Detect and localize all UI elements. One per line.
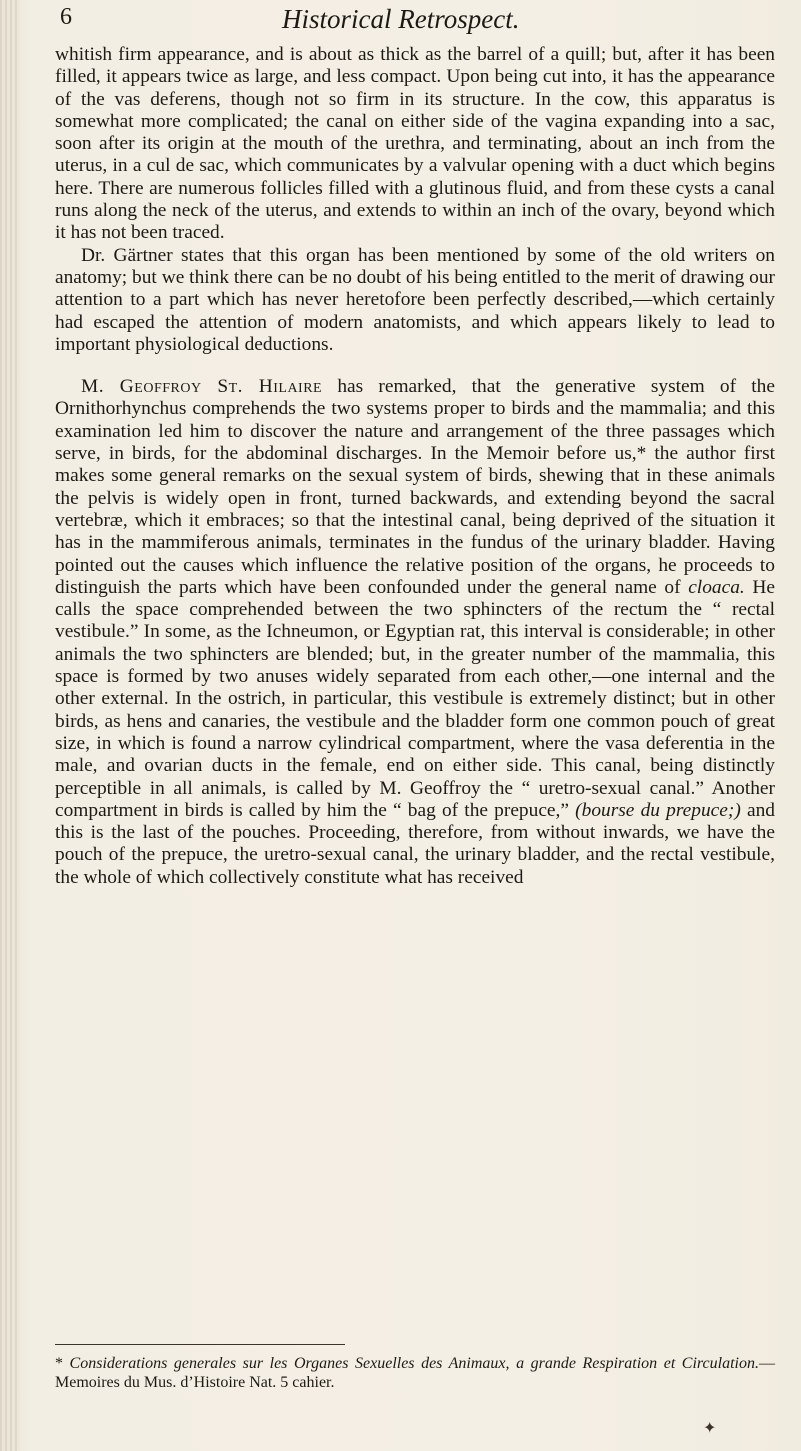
printer-mark-icon: ✦ bbox=[703, 1418, 717, 1437]
page-number: 6 bbox=[60, 4, 72, 30]
paragraph-cow-apparatus: whitish firm appearance, and is about as thick as the barrel of a quill; but, after it has been filled, it appears twice as large, and less compact. Upon being cut into, it has the appearance of the vas deferens, though not so firm in its structure. In the cow, this apparatus is somewhat more complicated; the canal on either side of the vagina expanding into a sac, soon after its origin at the mouth of the urethra, and terminating, about an inch from the uterus, in a cul de sac, which communicates by a valvular opening with a duct which begins here. There are numerous follicles filled with a glutinous fluid, and from these cysts a canal runs along the neck of the uterus, and extends to within an inch of the ovary, beyond which it has not been traced. bbox=[55, 44, 775, 244]
footnote-title: Considerations generales sur les Organes Sexuelles des Animaux, a grande Respiration et Circulation. bbox=[69, 1355, 759, 1372]
running-title: Historical Retrospect. bbox=[282, 4, 520, 34]
paragraph-geoffroy bbox=[55, 376, 775, 889]
page-binding-edge bbox=[0, 0, 20, 1451]
footnote bbox=[55, 1354, 775, 1392]
term-cloaca: cloaca. bbox=[688, 576, 745, 598]
footnote-marker: * bbox=[55, 1355, 63, 1372]
text-run: He calls the space comprehended between the two sphincters of the rectum the “ rectal vestibule.” In some, as the Ichneumon, or Egyptian rat, this interval is considerable; in other animals the two sphincters are blended; but, in the greater number of the mammalia, this space is formed by two anuses widely separated from each other,—one internal and the other external. In the ostrich, in particular, this vestibule is extremely distinct; but in other birds, as hens and canaries, the vestibule and the bladder form one common pouch of great size, in which is found a narrow cylindrical compartment, where the vasa deferentia in the male, and ovarian ducts in the female, end on either side. This canal, being distinctly perceptible in all animals, is called by M. Geoffroy the “ uretro-sexual canal.” Another compartment in birds is called by him the “ bag of the prepuce,” bbox=[55, 576, 776, 821]
term-bourse-du-prepuce: (bourse du prepuce;) bbox=[575, 799, 741, 821]
paragraph-gartner: Dr. Gärtner states that this organ has been mentioned by some of the old writers on anatomy; but we think there can be no doubt of his being entitled to the merit of drawing our attention to a part which has never heretofore been perfectly described,—which certainly had escaped the attention of modern anatomists, and which appears likely to lead to important physiological deductions. bbox=[55, 244, 775, 355]
page-header bbox=[60, 4, 760, 44]
author-name: M. Geoffroy St. Hilaire bbox=[81, 376, 323, 398]
text-run: has remarked, that the generative system of the Ornithorhynchus comprehends the two systems proper to birds and the mammalia; and this examination led him to discover the nature and arrangement of the three passages which serve, in birds, for the abdominal discharges. In the Memoir before us,* the author first makes some general remarks on the sexual system of birds, shewing that in these animals the pelvis is widely open in front, turned backwards, and extending beyond the sacral vertebræ, which it embraces; so that the intestinal canal, being deprived of the situation it has in the mammiferous animals, terminates in the fundus of the urinary bladder. Having pointed out the causes which influence the relative position of the organs, he proceeds to distinguish the parts which have been confounded under the general name of bbox=[55, 376, 775, 598]
footnote-rule bbox=[55, 1344, 345, 1345]
text-run: and this is the last of the pouches. Proceeding, therefore, from without inwards, we have the pouch of the prepuce, the uretro-sexual canal, the urinary bladder, and the rectal vestibule, the whole of which collectively constitute what has received bbox=[55, 799, 775, 888]
footnote-source: —Memoires du Mus. d’Histoire Nat. 5 cahier. bbox=[55, 1355, 775, 1391]
body-text bbox=[55, 44, 775, 889]
